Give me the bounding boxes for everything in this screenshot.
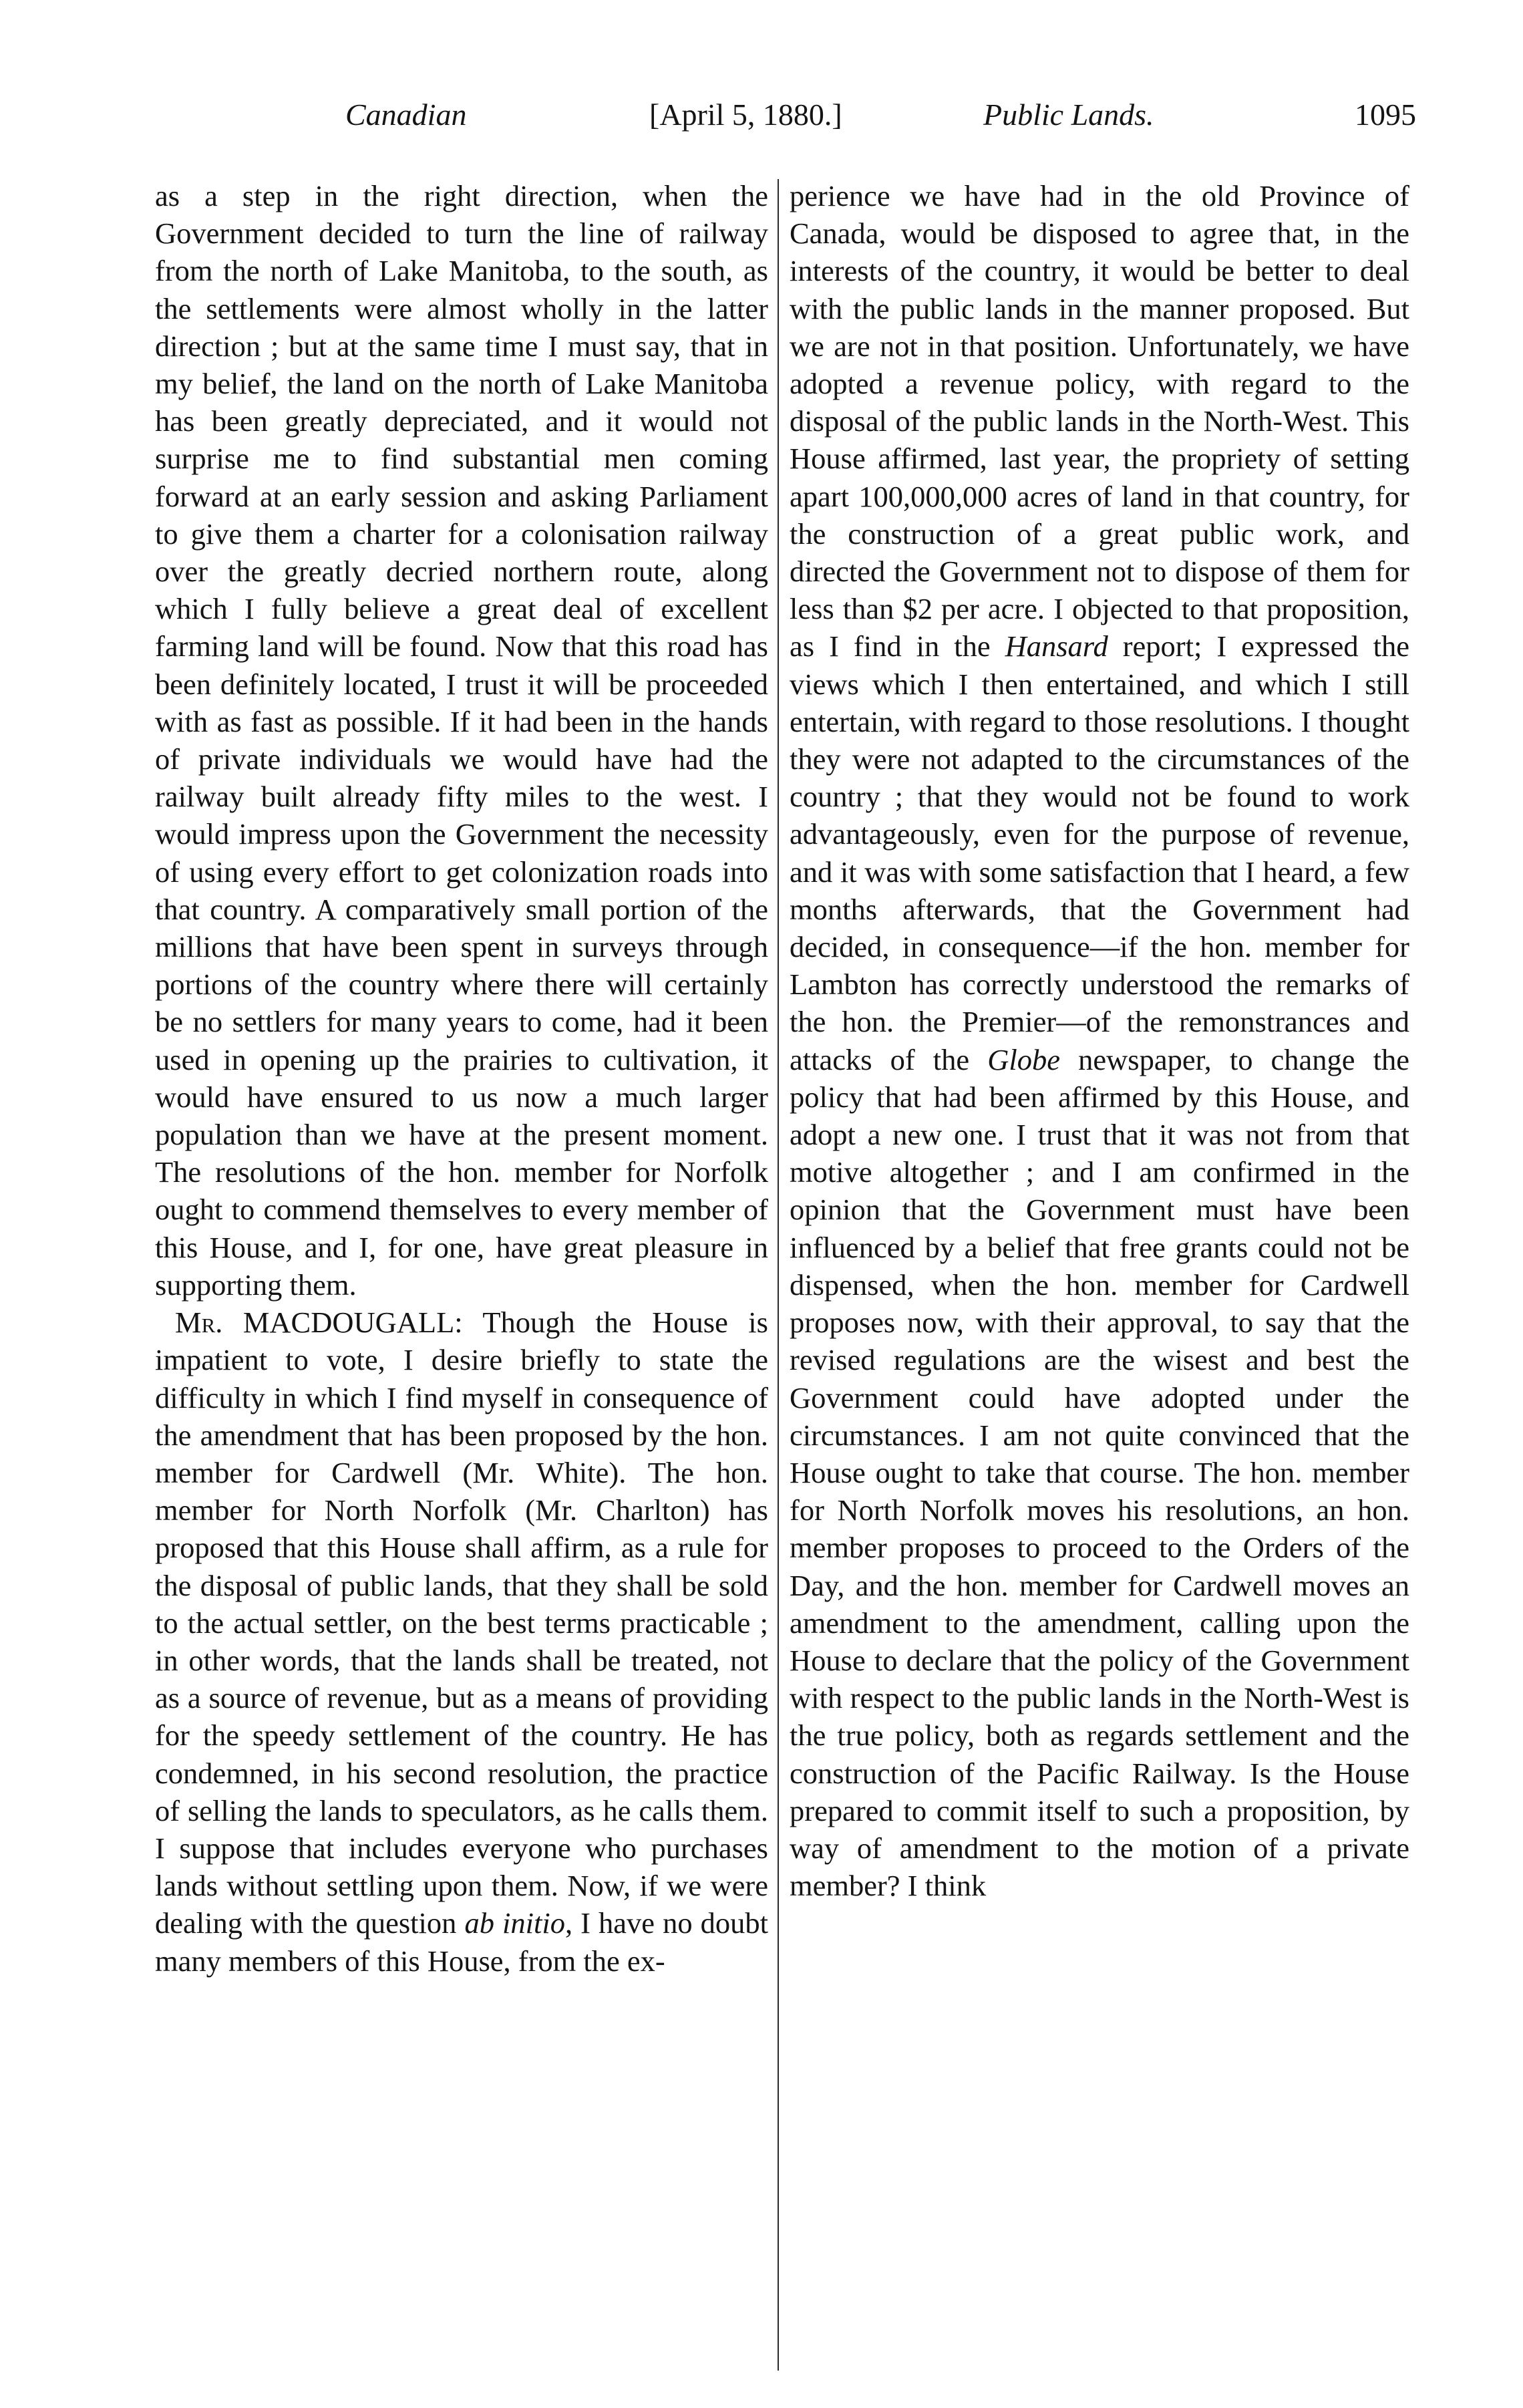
paragraph-text: , I have no doubt many members of this House, from the ex- bbox=[155, 1906, 768, 1978]
paragraph-text: perience we have had in the old Province of Canada, would be disposed to agree that, in the interests of the country, it would be better to deal with the public lands in the manner proposed. But we are not in that position. Unfortunately, we have adopted a revenue policy, with regard to the disposal of the public lands in the North-West. This House affirmed, last year, the propriety of setting apart 100,000,000 acres of land in that country, for the construction of a great public work, and directed the Government not to dispose of them for less than $2 per acre. I objected to that proposition, as I find in the bbox=[790, 179, 1409, 663]
speaker-name: Mr. MACDOUGALL: bbox=[175, 1306, 463, 1340]
paragraph-text: newspaper, to change the policy that had been affirmed by this House, and adopt a new one. I trust that it was not from that motive altogether ; and I am confirmed in the opinion that the Government must have been influenced by a belief that free grants could not be dispensed, when the hon. member for Cardwell proposes now, with their approval, to say that the revised regulations are the wisest and best the Government could have adopted under the circumstances. I am not quite convinced that the House ought to take that course. The hon. member for North Norfolk moves his resolutions, an hon. member proposes to proceed to the Orders of the Day, and the hon. member for Cardwell moves an amendment to the amendment, calling upon the House to declare that the policy of the Government with respect to the public lands in the North-West is the true policy, both as regards settlement and the construction of the Pacific Railway. Is the House prepared to commit itself to such a proposition, by way of amendment to the motion of a private member? I think bbox=[790, 1042, 1409, 1903]
italic-phrase: Hansard bbox=[1005, 629, 1108, 663]
header-left-title: Canadian bbox=[345, 98, 467, 132]
header-date: [April 5, 1880.] bbox=[649, 98, 842, 132]
column-divider bbox=[778, 179, 779, 2371]
header-right-title: Public Lands. bbox=[983, 98, 1154, 132]
italic-phrase: Globe bbox=[987, 1042, 1061, 1076]
paragraph-text: report; I expressed the views which I then entertained, and which I still entertain, with regard to those resolutions. I thought they were not adapted to the circumstances of the country ; that they would not be found to work advantageously, even for the purpose of revenue, and it was with some satisfaction that I heard, a few months afterwards, that the Government had decided, in consequence—if the hon. member for Lambton has correctly understood the remarks of the hon. the Premier—of the remonstrances and attacks of the bbox=[790, 629, 1409, 1076]
paragraph bbox=[155, 1304, 768, 1980]
right-column bbox=[790, 177, 1409, 1904]
paragraph-text: Though the House is impatient to vote, I desire briefly to state the difficulty in which I find myself in consequence of the amendment that has been proposed by the hon. member for Cardwell (Mr. White). The hon. member for North Norfolk (Mr. Charlton) has proposed that this House shall affirm, as a rule for the disposal of public lands, that they shall be sold to the actual settler, on the best terms practicable ; in other words, that the lands shall be treated, not as a source of revenue, but as a means of providing for the speedy settlement of the country. He has condemned, in his second resolution, the practice of selling the lands to speculators, as he calls them. I suppose that includes everyone who purchases lands without settling upon them. Now, if we were dealing with the question bbox=[155, 1306, 768, 1940]
paragraph: as a step in the right direction, when the Government decided to turn the line of railway from the north of Lake Manitoba, to the south, as the settlements were almost wholly in the latter direction ; but at the same time I must say, that in my belief, the land on the north of Lake Manitoba has been greatly depreciated, and it would not surprise me to find substantial men coming forward at an early session and asking Parliament to give them a charter for a colonisation railway over the greatly decried northern route, along which I fully believe a great deal of excellent farming land will be found. Now that this road has been definitely located, I trust it will be proceeded with as fast as possible. If it had been in the hands of private individuals we would have had the railway built already fifty miles to the west. I would impress upon the Government the necessity of using every effort to get colonization roads into that country. A comparatively small portion of the millions that have been spent in surveys through portions of the country where there will certainly be no settlers for many years to come, had it been used in opening up the prairies to cultivation, it would have ensured to us now a much larger population than we have at the present moment. The resolutions of the hon. member for Norfolk ought to commend themselves to every member of this House, and I, for one, have great pleasure in supporting them. bbox=[155, 179, 768, 1302]
italic-phrase: ab initio bbox=[464, 1906, 565, 1940]
running-header bbox=[155, 97, 1416, 144]
paragraph bbox=[790, 177, 1409, 1904]
left-column bbox=[155, 177, 768, 1980]
page-number: 1095 bbox=[1355, 98, 1416, 132]
